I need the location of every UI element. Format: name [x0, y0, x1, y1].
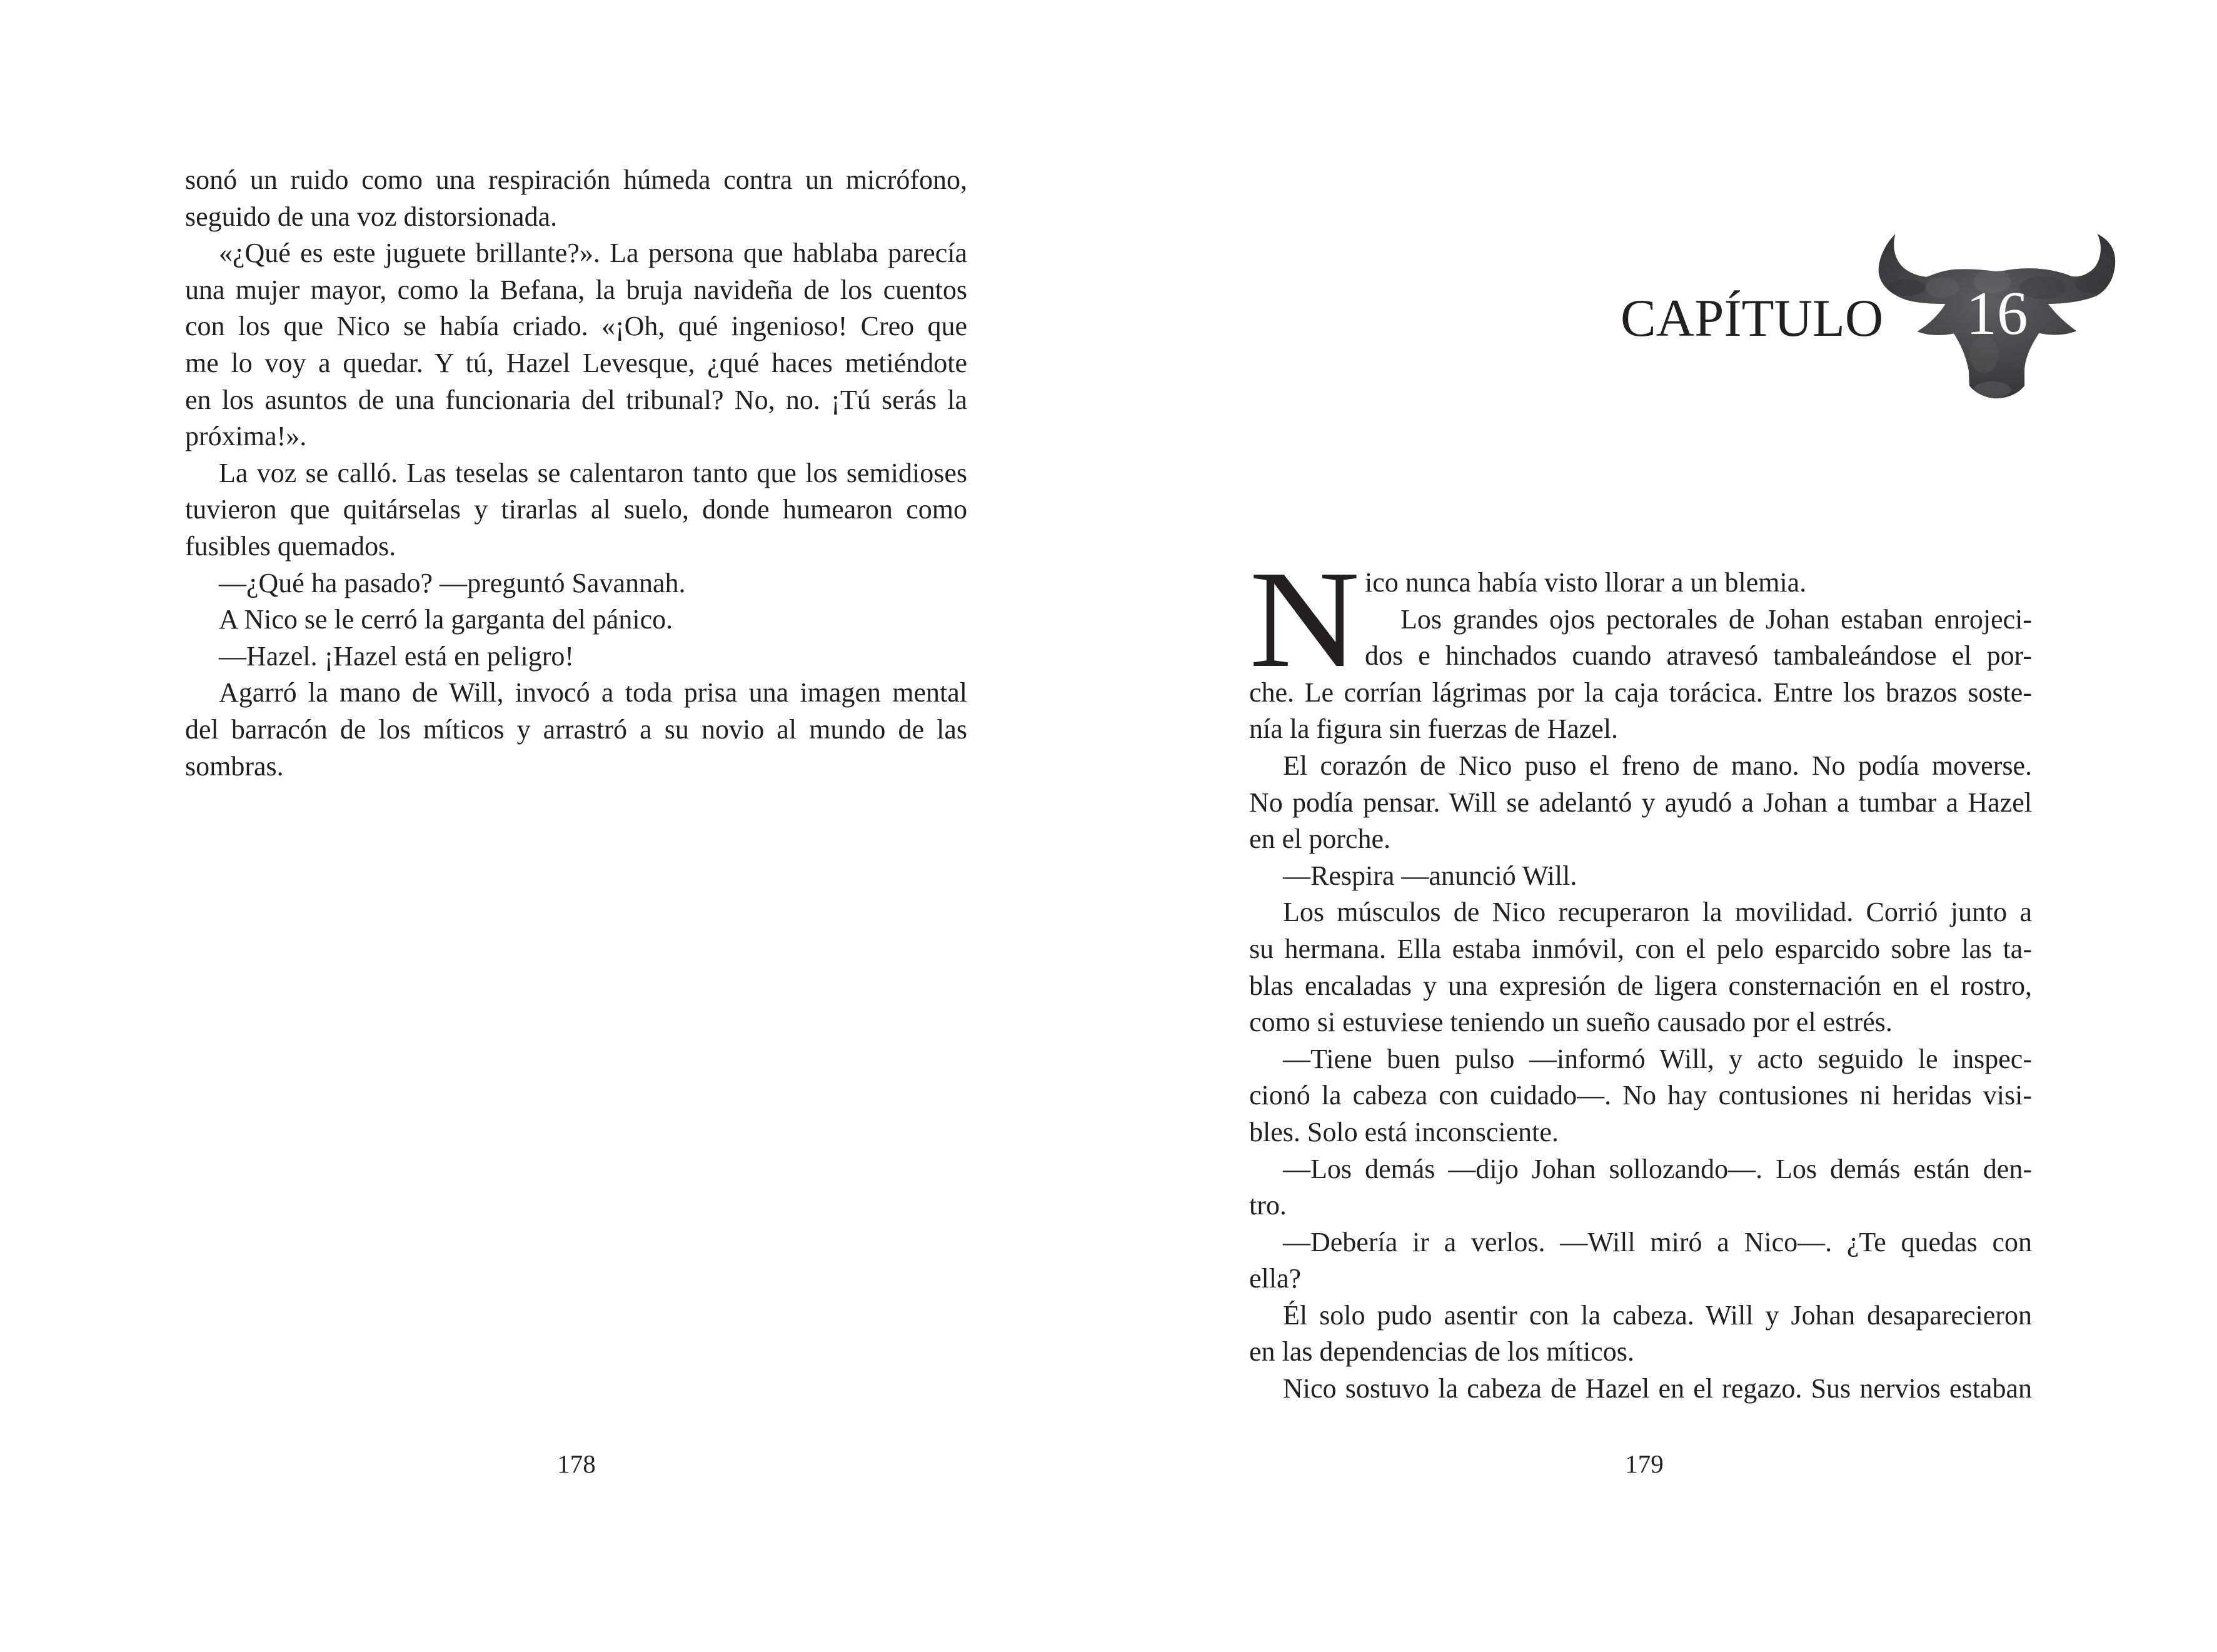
text-line: —Los demás —dijo Johan sollozando—. Los demás están den-: [1283, 1153, 2032, 1184]
text-line: una mujer mayor, como la Befana, la bruja navideña de los cuentos: [185, 274, 967, 305]
page-left: [0, 0, 1108, 1652]
text-line: A Nico se le cerró la garganta del pánico.: [219, 604, 673, 635]
text-line: en los asuntos de una funcionaria del tribunal? No, no. ¡Tú serás la: [185, 384, 967, 415]
chapter-number: 16: [1966, 280, 2028, 348]
text-line: —¿Qué ha pasado? —preguntó Savannah.: [219, 567, 686, 598]
text-line: ico nunca había visto llorar a un blemia.: [1365, 567, 1807, 598]
text-line: sonó un ruido como una respiración húmeda contra un micrófono,: [185, 164, 967, 195]
text-line: blas encaladas y una expresión de ligera consternación en el rostro,: [1249, 970, 2032, 1001]
text-line: che. Le corrían lágrimas por la caja torácica. Entre los brazos soste-: [1249, 677, 2032, 708]
chapter-label: CAPÍTULO: [1621, 289, 1884, 348]
drop-cap: N: [1249, 542, 1360, 697]
text-line: sombras.: [185, 750, 284, 782]
text-line: próxima!».: [185, 421, 307, 452]
text-line: Agarró la mano de Will, invocó a toda prisa una imagen mental: [219, 677, 967, 708]
text-line: en el porche.: [1249, 823, 1390, 855]
text-line: El corazón de Nico puso el freno de mano. No podía moverse.: [1283, 750, 2032, 781]
text-line: Él solo pudo asentir con la cabeza. Will y Johan desaparecieron: [1283, 1299, 2032, 1331]
page-right: [1108, 0, 2217, 1652]
text-line: en las dependencias de los míticos.: [1249, 1336, 1634, 1367]
text-line: «¿Qué es este juguete brillante?». La persona que hablaba parecía: [219, 238, 967, 269]
page-number-left: 178: [557, 1449, 596, 1478]
page-number-right: 179: [1625, 1449, 1664, 1478]
text-line: dos e hinchados cuando atravesó tambaleándose el por-: [1365, 640, 2032, 672]
text-line: —Respira —anunció Will.: [1283, 860, 1577, 891]
text-line: —Debería ir a verlos. —Will miró a Nico—. ¿Te quedas con: [1283, 1226, 2032, 1257]
text-line: bles. Solo está inconsciente.: [1249, 1116, 1559, 1147]
text-line: nía la figura sin fuerzas de Hazel.: [1249, 713, 1619, 745]
text-line: del barracón de los míticos y arrastró a su novio al mundo de las: [185, 713, 967, 745]
text-line: Los grandes ojos pectorales de Johan estaban enrojeci-: [1400, 603, 2032, 635]
text-line: Nico sostuvo la cabeza de Hazel en el regazo. Sus nervios estaban: [1283, 1373, 2032, 1404]
text-line: su hermana. Ella estaba inmóvil, con el pelo esparcido sobre las ta-: [1249, 933, 2032, 964]
text-line: —Hazel. ¡Hazel está en peligro!: [219, 640, 575, 672]
text-line: como si estuviese teniendo un sueño causado por el estrés.: [1249, 1007, 1893, 1038]
right-text-column: [1249, 565, 2032, 1408]
text-line: ella?: [1249, 1263, 1302, 1294]
text-line: con los que Nico se había criado. «¡Oh, qué ingenioso! Creo que: [185, 311, 967, 342]
text-line: La voz se calló. Las teselas se calentaron tanto que los semidioses: [219, 457, 967, 488]
text-line: seguido de una voz distorsionada.: [185, 201, 558, 232]
text-line: me lo voy a quedar. Y tú, Hazel Levesque, ¿qué haces metiéndote: [185, 347, 967, 378]
text-line: Los músculos de Nico recuperaron la movilidad. Corrió junto a: [1283, 897, 2032, 928]
text-line: fusibles quemados.: [185, 530, 396, 562]
text-line: tro.: [1249, 1190, 1287, 1221]
text-line: cionó la cabeza con cuidado—. No hay contusiones ni heridas visi-: [1249, 1080, 2032, 1111]
left-text-column: [185, 162, 967, 785]
text-line: —Tiene buen pulso —informó Will, y acto seguido le inspec-: [1283, 1043, 2032, 1074]
text-line: tuvieron que quitárselas y tirarlas al suelo, donde humearon como: [185, 494, 967, 525]
text-line: No podía pensar. Will se adelantó y ayudó a Johan a tumbar a Hazel: [1249, 787, 2032, 818]
